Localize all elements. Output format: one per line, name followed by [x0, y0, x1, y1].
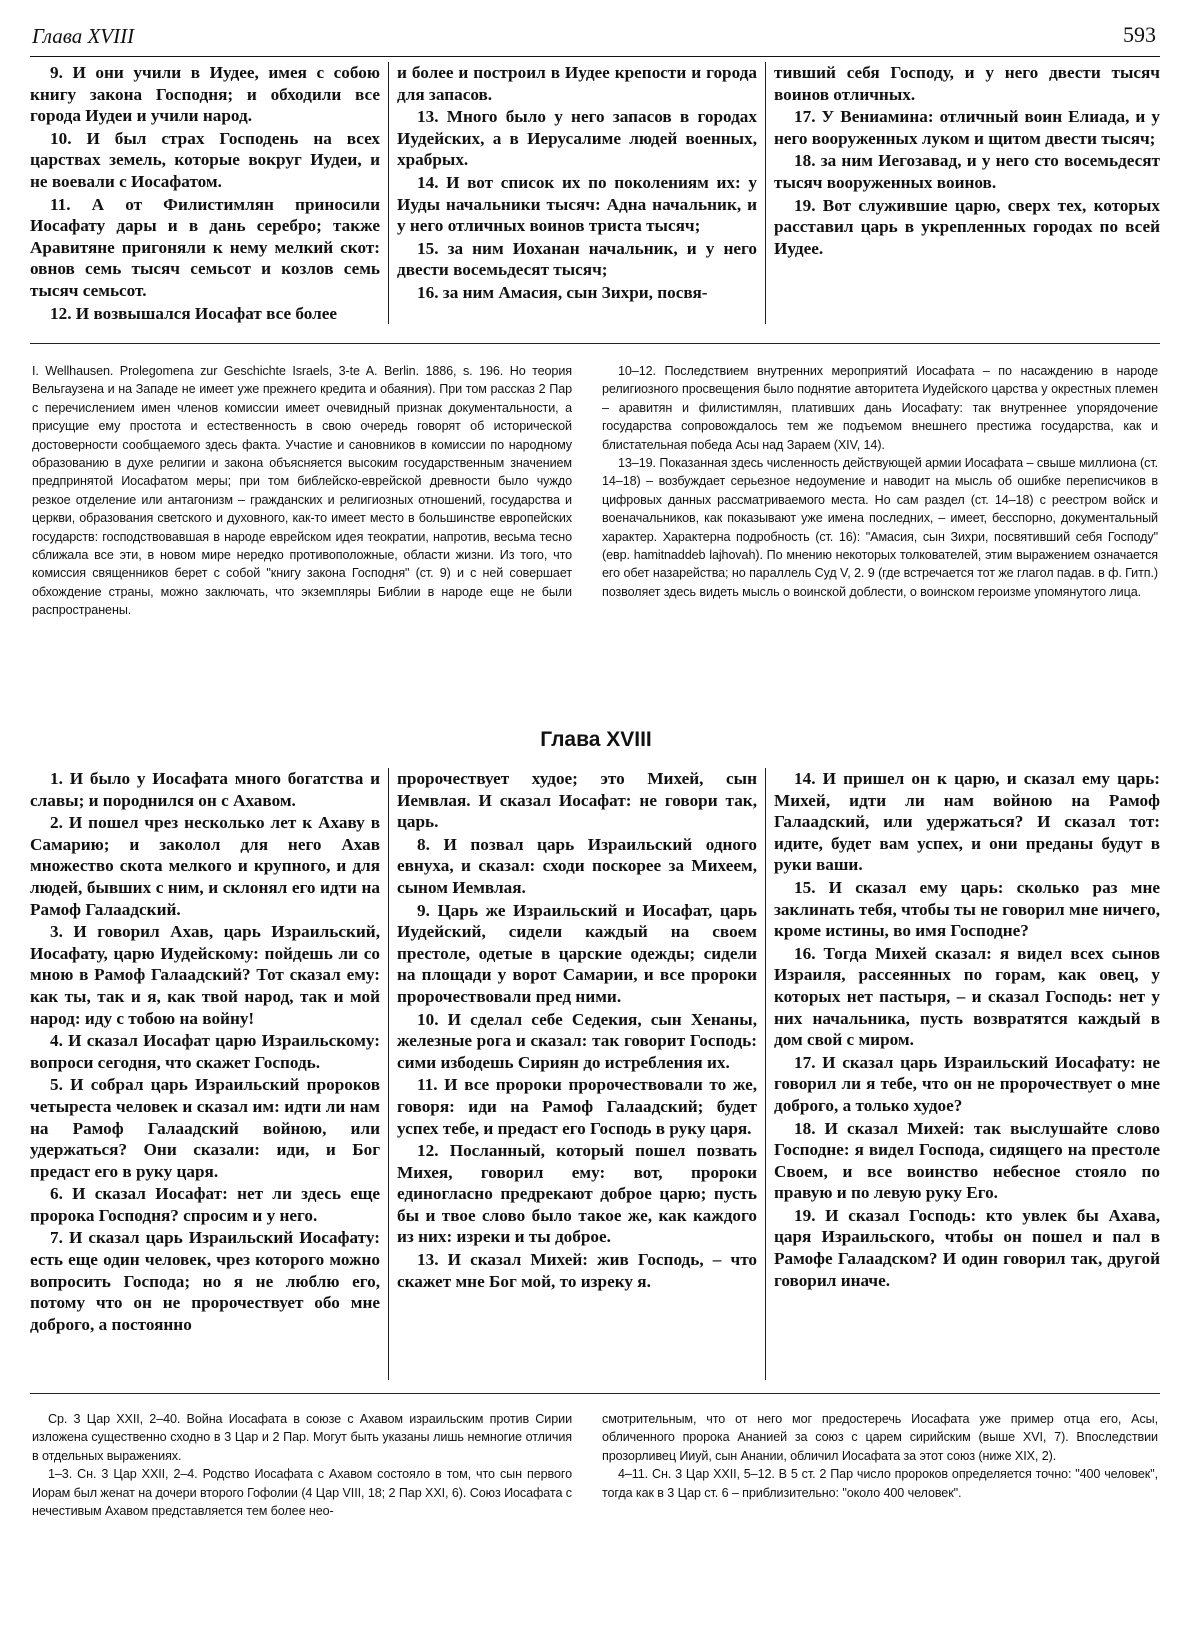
commentary-paragraph: смотрительным, что от него мог предостеречь Иосафата уже пример отца его, Асы, обличенного пророка Ананией за союз с царем сирийским (выше XVI, 7). Впоследствии прозорливец Ииуй, сын Анании, обличил Иосафата за этот союз (ниже XIX, 2). [602, 1412, 1158, 1463]
top-commentary-column-1 [32, 362, 572, 692]
verse: 9. И они учили в Иудее, имея с собою книгу закона Господня; и обходили все города Иудеи и учили народ. [30, 63, 380, 126]
bottom-commentary [32, 1410, 1158, 1610]
verse: 1. И было у Иосафата много богатства и славы; и породнился он с Ахавом. [30, 769, 380, 810]
verse: 9. Царь же Израильский и Иосафат, царь Иудейский, сидели каждый на своем престоле, одетые в царские одежды; сидели на площади у ворот Самарии, и все пророки пророчествовали пред ними. [397, 900, 757, 1006]
verse: тивший себя Господу, и у него двести тысяч воинов отличных. [774, 63, 1160, 104]
verse: 15. за ним Иоханан начальник, и у него двести восемьдесят тысяч; [397, 238, 757, 280]
verse: 12. И возвышался Иосафат все более [50, 303, 338, 323]
bottom-column-1 [30, 768, 388, 1380]
verse: 5. И собрал царь Израильский пророков четыреста человек и сказал им: идти ли нам на Рамоф Галаадский войною, или удержаться? Они сказали: иди, и Бог предаст его в руку царя. [30, 1075, 380, 1181]
verse: 18. за ним Иегозавад, и у него сто восемьдесят тысяч вооруженных воинов. [774, 151, 1160, 192]
commentary-paragraph: Ср. 3 Цар XXII, 2–40. Война Иосафата в союзе с Ахавом израильским против Сирии изложена существенно сходно в 3 Цар и 2 Пар. Могут быть указаны лишь немногие отличия в отдельных выражениях. [32, 1412, 572, 1463]
verse: 11. И все пророки пророчествовали то же, говоря: иди на Рамоф Галаадский; будет успех тебе, и предаст его Господь в руку царя. [397, 1075, 757, 1138]
verse: 8. И позвал царь Израильский одного евнуха, и сказал: сходи поскорее за Михеем, сыном Иемвлая. [397, 834, 757, 897]
bottom-scripture-columns [30, 768, 1160, 1380]
verse: 18. И сказал Михей: так выслушайте слово Господне: я видел Господа, сидящего на престоле Своем, и все воинство небесное стояло по правую и по левую руку Его. [774, 1118, 1160, 1203]
chapter-title: Глава XVIII [540, 728, 652, 751]
verse: 14. И вот список их по поколениям их: у Иуды начальники тысяч: Адна начальник, и у него отличных воинов триста тысяч; [397, 172, 757, 236]
verse: 11. А от Филистимлян приносили Иосафату дары и в дань серебро; также Аравитяне пригоняли к нему мелкий скот: овнов семь тысяч семьсот и козлов семь тысяч семьсот. [30, 194, 380, 300]
page-number: 593 [1123, 22, 1156, 47]
verse: 10. И сделал себе Седекия, сын Хенаны, железные рога и сказал: так говорит Господь: сими избодешь Сириян до истребления их. [397, 1009, 757, 1072]
running-title: Глава XVIII [32, 24, 135, 48]
commentary-paragraph: 1–3. Сн. 3 Цар XXII, 2–4. Родство Иосафата с Ахавом состояло в том, что сын первого Иорам был женат на дочери второго Гофолии (4 Цар VIII, 18; 2 Пар XXI, 6). Союз Иосафата с нечестивым Ахавом представляется тем более неo- [32, 1467, 572, 1519]
verse: 7. И сказал царь Израильский Иосафату: есть еще один человек, чрез которого можно вопросить Господа; но я не люблю его, потому что он не пророчествует обо мне доброго, а постоянно [30, 1228, 380, 1334]
verse: 13. Много было у него запасов в городах Иудейских, а в Иерусалиме людей военных, храбрых. [397, 107, 757, 170]
commentary-paragraph: 4–11. Сн. 3 Цар XXII, 5–12. В 5 ст. 2 Пар число пророков определяется точно: "400 человек", тогда как в 3 Цар ст. 6 – приблизительно: "около 400 человек". [602, 1467, 1158, 1500]
verse: и более и построил в Иудее крепости и города для запасов. [397, 63, 757, 104]
top-commentary-column-2 [602, 362, 1158, 692]
verse: 15. И сказал ему царь: сколько раз мне заклинать тебя, чтобы ты не говорил мне ничего, кроме истины, во имя Господне? [774, 877, 1160, 941]
verse: 6. И сказал Иосафат: нет ли здесь еще пророка Господня? спросим и у него. [30, 1184, 380, 1225]
verse: 17. И сказал царь Израильский Иосафату: не говорил ли я тебе, что он не пророчествует о мне доброго, а только худое? [774, 1052, 1160, 1115]
verse: 12. Посланный, который пошел позвать Михея, говорил ему: вот, пророки единогласно предрекают доброе царю; пусть бы и твое слово было такое же, как каждого из них: изреки и ты доброе. [397, 1141, 757, 1247]
verse: 3. И говорил Ахав, царь Израильский, Иосафату, царю Иудейскому: пойдешь ли со мною в Рамоф Галаадский? Тот сказал ему: как ты, так и я, как твой народ, так и мой народ: иду с тобою на войну! [30, 922, 380, 1028]
bottom-commentary-column-1 [32, 1410, 572, 1610]
commentary-paragraph: 13–19. Показанная здесь численность действующей армии Иосафата – свыше миллиона (ст. 14–18) – возбуждает серьезное недоумение и наводит на мысль об ошибке переписчиков в цифровых данных рассматриваемого места. Но сам раздел (ст. 14–18) с реестром войск и военачальников, как показывают уже имена последних, – имеет, бесспорно, документальный характер. Характерна подробность (ст. 16): "Амасия, сын Зихри, посвятивший себя Господу" (евр. hamitnaddeb lajhovah). По мнению некоторых толкователей, этим выражением означается его обет назарейства; но параллель Суд V, 2. 9 (где встречается тот же глагол падав. в ф. Гитп.) позволяет здесь видеть мысль о воинской доблести, о воинском героизме упомянутого лица. [602, 456, 1158, 599]
verse: 16. за ним Амасия, сын Зихри, посвя- [417, 282, 708, 302]
verse: 14. И пришел он к царю, и сказал ему царь: Михей, идти ли нам войною на Рамоф Галаадский, или удержаться? И сказал тот: идите, будет вам успех, и они преданы будут в руки ваши. [774, 769, 1160, 875]
bottom-column-3 [766, 768, 1160, 1380]
commentary-divider [30, 1393, 1160, 1394]
commentary-divider [30, 343, 1160, 344]
bottom-column-2 [389, 768, 765, 1380]
verse: 16. Тогда Михей сказал: я видел всех сынов Израиля, рассеянных по горам, как овец, у которых нет пастыря, – и сказал Господь: нет у них начальника, пусть возвратятся каждый в дом свой с миром. [774, 943, 1160, 1050]
verse: 2. И пошел чрез несколько лет к Ахаву в Самарию; и заколол для него Ахав множество скота мелкого и крупного, и для людей, бывших с ним, и склонял его идти на Рамоф Галаадский. [30, 813, 380, 919]
running-header [30, 22, 1160, 57]
bottom-commentary-column-2 [602, 1410, 1158, 1610]
verse: 19. И сказал Господь: кто увлек бы Ахава, царя Израильского, чтобы он пошел и пал в Рамофе Галаадском? И один говорил так, другой говорил иначе. [774, 1205, 1160, 1290]
top-commentary [32, 362, 1158, 692]
verse: пророчествует худое; это Михей, сын Иемвлая. И сказал Иосафат: не говори так, царь. [397, 769, 757, 832]
top-column-3 [766, 62, 1160, 324]
top-column-2 [389, 62, 765, 324]
verse: 13. И сказал Михей: жив Господь, – что скажет мне Бог мой, то изреку я. [397, 1250, 757, 1291]
verse: 10. И был страх Господень на всех царствах земель, которые вокруг Иудеи, и не воевали с Иосафатом. [30, 128, 380, 191]
verse: 19. Вот служившие царю, сверх тех, которых расставил царь в укрепленных городах по всей Иудее. [774, 195, 1160, 258]
top-scripture-columns [30, 62, 1160, 324]
commentary-paragraph: I. Wellhausen. Prolegomena zur Geschichte Israels, 3-te A. Berlin. 1886, s. 196. Но теория Вельгаузена и на Западе не имеет уже прежнего кредита и обаяния). При том рассказ 2 Пар с перечислением имен членов комиссии имеет очевидный признак документальности, а присущие ему простота и естественность в свою очередь говорят об исторической достоверности сообщаемого здесь факта. Участие и сановников в комиссии по народному образованию в духе религии и закона объясняется высоким государственным значением предпринятой Иосафатом меры; при том библейско-еврейской древности было чуждо резкое отделение или антагонизм – гражданских и религиозных отношений, государства и церкви, образования светского и духовного, как-то имеет место в большинстве европейских государств: господствовавшая в народе еврейском идея теократии, напротив, весьма тесно сближала все эти, в новом мире нередко противоположные, области жизни. Из того, что комиссия священников берет с собой "книгу закона Господня" (ст. 9) и с ней совершает обхождение страны, можно заключать, что экземпляры Библии в народе еще не были распространены. [32, 364, 572, 618]
top-column-1 [30, 62, 388, 324]
verse: 4. И сказал Иосафат царю Израильскому: вопроси сегодня, что скажет Господь. [30, 1031, 380, 1072]
verse: 17. У Вениамина: отличный воин Елиада, и у него вооруженных луком и щитом двести тысяч; [774, 107, 1160, 148]
commentary-paragraph: 10–12. Последствием внутренних мероприятий Иосафата – по насаждению в народе религиозного просвещения было поднятие авторитета Иудейского царства у окрестных племен – аравитян и филистимлян, плативших дань Иосафату: так внутреннее упорядочение государства сопровождалось тем же подъемом внешнего престижа государства, как и блистательная победа Асы над Зараем (XIV, 14). [602, 364, 1158, 452]
